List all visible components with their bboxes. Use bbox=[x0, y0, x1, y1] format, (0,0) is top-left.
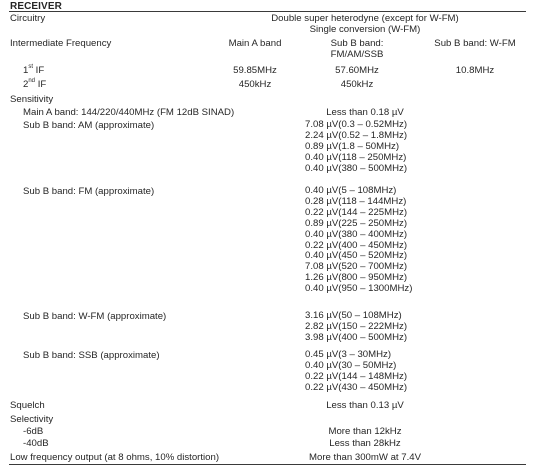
selectivity-label: Selectivity bbox=[10, 414, 54, 425]
sensitivity-am-values bbox=[305, 120, 407, 175]
if-col-wfm: Sub B band: W-FM bbox=[434, 38, 516, 49]
squelch-label: Squelch bbox=[10, 400, 45, 411]
circuitry-value-1: Double super heterodyne (except for W-FM) bbox=[271, 13, 459, 24]
list-item: 0.40 µV(30 – 50MHz) bbox=[305, 359, 397, 371]
if-first-subb: 57.60MHz bbox=[335, 65, 379, 76]
list-item: 7.08 µV(0.3 – 0.52MHz) bbox=[305, 119, 408, 130]
circuitry-value-2: Single conversion (W-FM) bbox=[309, 24, 421, 35]
selectivity-row2-value: Less than 28kHz bbox=[329, 438, 401, 449]
sensitivity-main-label: Main A band: 144/220/440MHz (FM 12dB SINAD) bbox=[23, 107, 235, 118]
if-col-main: Main A band bbox=[228, 38, 282, 49]
list-item: 0.28 µV(118 – 144MHz) bbox=[305, 195, 407, 207]
squelch-value: Less than 0.13 µV bbox=[326, 400, 404, 411]
list-item: 0.40 µV(5 – 108MHz) bbox=[305, 185, 397, 196]
list-item: 2.24 µV(0.52 – 1.8MHz) bbox=[305, 129, 408, 141]
list-item: 0.45 µV(3 – 30MHz) bbox=[305, 349, 392, 360]
list-item: 0.40 µV(450 – 520MHz) bbox=[305, 250, 408, 262]
list-item: 0.22 µV(144 – 148MHz) bbox=[305, 370, 408, 382]
list-item: 0.40 µV(950 – 1300MHz) bbox=[305, 283, 413, 295]
if-first-label: 1st IF bbox=[23, 63, 45, 76]
list-item: 0.40 µV(118 – 250MHz) bbox=[305, 151, 407, 163]
list-item: 3.98 µV(400 – 500MHz) bbox=[305, 331, 408, 343]
list-item: 3.16 µV(50 – 108MHz) bbox=[305, 310, 402, 321]
list-item: 0.40 µV(380 – 400MHz) bbox=[305, 228, 408, 240]
if-col-subb-2: FM/AM/SSB bbox=[330, 49, 384, 60]
if-second-label: 2nd IF bbox=[23, 77, 47, 90]
sensitivity-fm-label: Sub B band: FM (approximate) bbox=[23, 186, 155, 197]
sensitivity-wfm-label: Sub B band: W-FM (approximate) bbox=[23, 311, 167, 322]
circuitry-label: Circuitry bbox=[10, 13, 46, 24]
sensitivity-wfm-values bbox=[305, 311, 407, 344]
section-title: RECEIVER bbox=[10, 1, 62, 12]
if-first-wfm: 10.8MHz bbox=[455, 65, 495, 76]
bottom-rule bbox=[9, 464, 526, 465]
list-item: 2.82 µV(150 – 222MHz) bbox=[305, 320, 408, 332]
sensitivity-ssb-values bbox=[305, 350, 407, 394]
selectivity-row1-label: -6dB bbox=[23, 426, 44, 437]
if-col-subb-1: Sub B band: bbox=[330, 38, 384, 49]
list-item: 7.08 µV(520 – 700MHz) bbox=[305, 261, 408, 273]
if-label: Intermediate Frequency bbox=[10, 38, 112, 49]
sensitivity-am-label: Sub B band: AM (approximate) bbox=[23, 120, 155, 131]
list-item: 0.89 µV(1.8 – 50MHz) bbox=[305, 140, 400, 152]
title-rule bbox=[9, 11, 526, 12]
if-first-main: 59.85MHz bbox=[233, 65, 277, 76]
list-item: 1.26 µV(800 – 950MHz) bbox=[305, 272, 408, 284]
lf-output-value: More than 300mW at 7.4V bbox=[309, 452, 421, 463]
list-item: 0.22 µV(144 – 225MHz) bbox=[305, 206, 408, 218]
sensitivity-label: Sensitivity bbox=[10, 94, 54, 105]
list-item: 0.40 µV(380 – 500MHz) bbox=[305, 162, 408, 174]
list-item: 0.22 µV(430 – 450MHz) bbox=[305, 381, 408, 393]
sensitivity-fm-values bbox=[305, 186, 412, 295]
if-second-main: 450kHz bbox=[238, 79, 272, 90]
lf-output-label: Low frequency output (at 8 ohms, 10% distortion) bbox=[10, 452, 220, 463]
list-item: 0.22 µV(400 – 450MHz) bbox=[305, 239, 408, 251]
selectivity-row2-label: -40dB bbox=[23, 438, 49, 449]
sensitivity-main-value: Less than 0.18 µV bbox=[326, 107, 404, 118]
if-second-subb: 450kHz bbox=[340, 79, 374, 90]
list-item: 0.89 µV(225 – 250MHz) bbox=[305, 217, 408, 229]
selectivity-row1-value: More than 12kHz bbox=[328, 426, 402, 437]
sensitivity-ssb-label: Sub B band: SSB (approximate) bbox=[23, 350, 160, 361]
